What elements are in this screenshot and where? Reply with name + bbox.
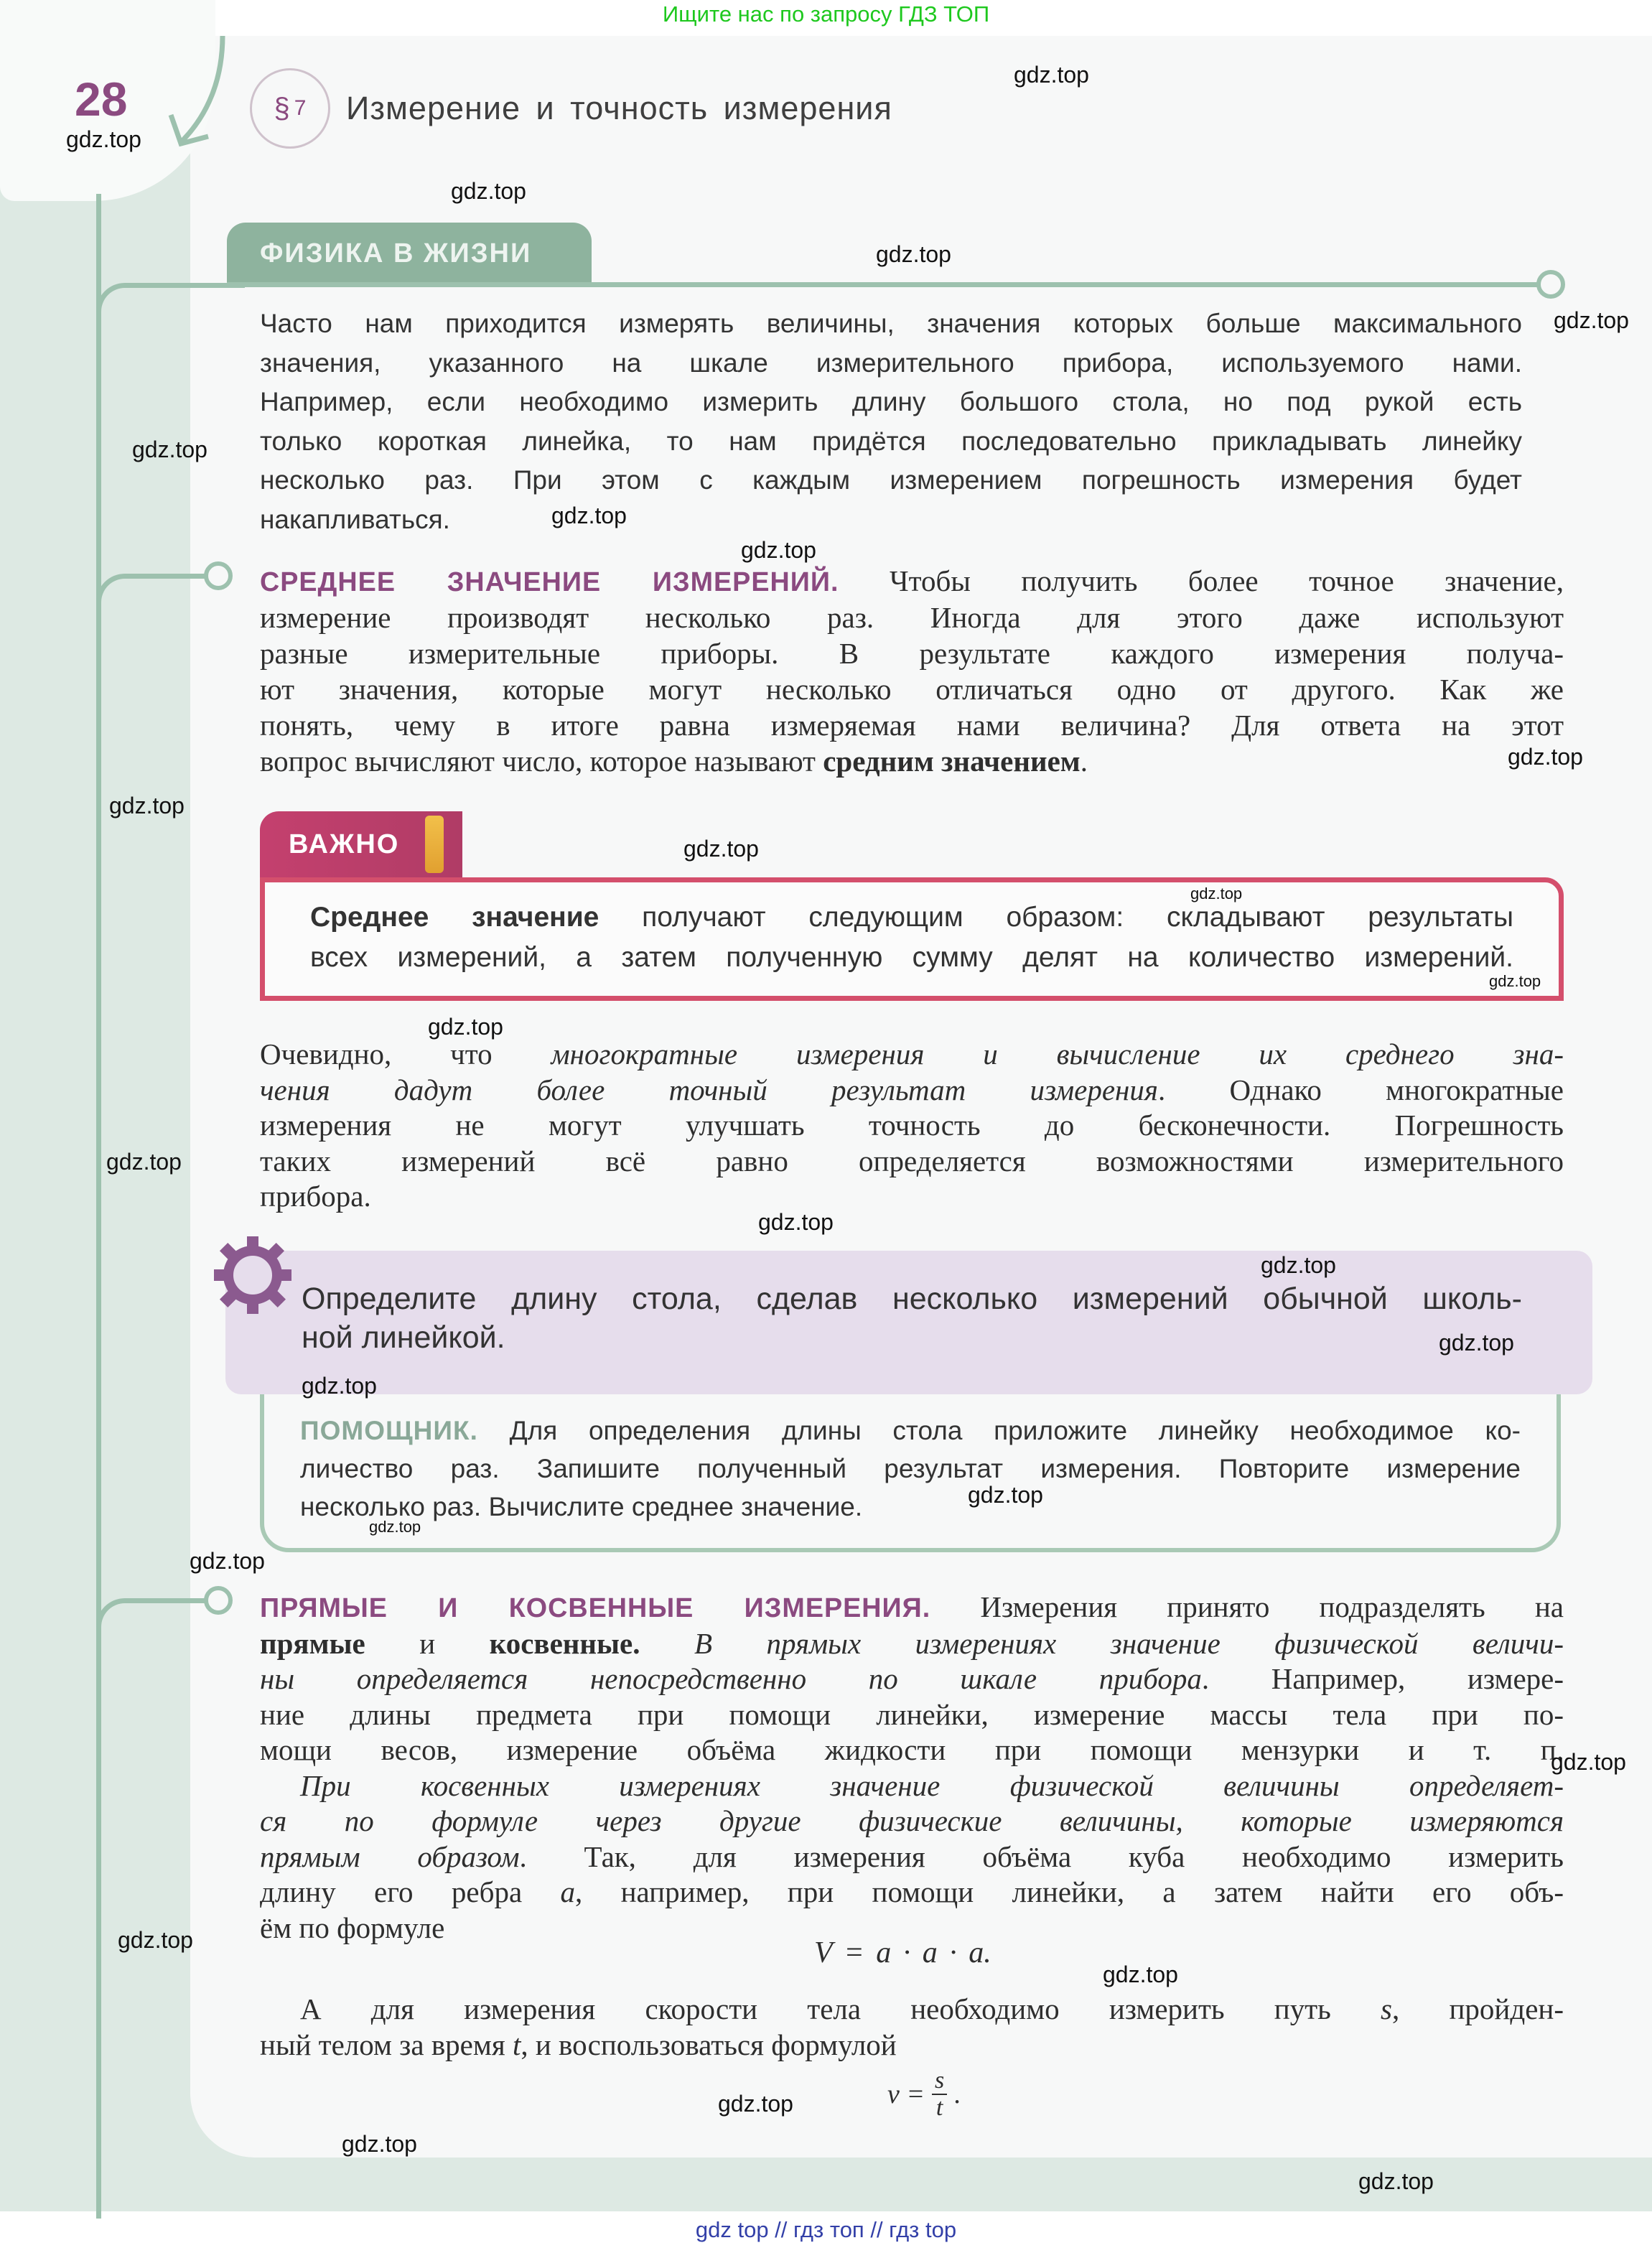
- watermark: gdz.top: [1551, 1749, 1626, 1775]
- text-segment: измерение производят несколько раз. Иногда для этого даже используют: [260, 601, 1564, 634]
- text-line: [260, 1992, 1564, 2028]
- watermark: gdz.top: [718, 2091, 793, 2117]
- watermark: gdz.top: [451, 178, 526, 204]
- text-segment: Чтобы получить более точное значение,: [839, 564, 1564, 597]
- text-segment: вопрос вычисляют число, которое называют: [260, 745, 823, 778]
- text-segment: значения, указанного на шкале измерительного прибора, используемого нами.: [260, 347, 1522, 378]
- text-line: [260, 1590, 1564, 1626]
- gear-icon: [210, 1232, 296, 1318]
- text-segment: .: [1080, 745, 1088, 778]
- watermark: gdz.top: [1489, 972, 1541, 990]
- formula-lhs: v =: [887, 2079, 925, 2109]
- text-segment: ют значения, которые могут несколько отличаться одно от другого. Как же: [260, 673, 1564, 706]
- text-line: [260, 743, 1564, 779]
- text-segment: многократные измерения и вычисление их среднего зна-: [551, 1037, 1564, 1070]
- text-segment: Часто нам приходится измерять величины, значения которых больше максимального: [260, 309, 1522, 338]
- watermark: gdz.top: [1508, 744, 1583, 770]
- text-line: [260, 500, 1522, 540]
- watermark: gdz.top: [876, 241, 951, 267]
- watermark: gdz.top: [551, 503, 627, 528]
- section-symbol: §: [274, 92, 290, 124]
- text-line: [260, 1661, 1564, 1697]
- text-line: [310, 897, 1513, 938]
- timeline-branch: [96, 574, 209, 622]
- text-line: [260, 1179, 1564, 1215]
- watermark: gdz.top: [1358, 2168, 1434, 2194]
- text-line: [260, 1839, 1564, 1875]
- direct-indirect-paragraph: [260, 1590, 1564, 1946]
- text-segment: , и воспользоваться формулой: [521, 2028, 897, 2061]
- text-segment: разные измерительные приборы. В результате каждого измерения получа-: [260, 637, 1564, 670]
- watermark: gdz.top: [1190, 885, 1243, 902]
- text-segment: всех измерений, а затем полученную сумму делят на количество измерений.: [310, 942, 1513, 973]
- text-segment: Среднее значение: [310, 902, 599, 933]
- text-segment: средним значением: [823, 745, 1081, 778]
- watermark: gdz.top: [190, 1548, 265, 1574]
- watermark: gdz.top: [1439, 1330, 1514, 1356]
- speed-formula: [887, 2068, 961, 2121]
- watermark: gdz.top: [1261, 1252, 1336, 1278]
- text-line: [260, 1804, 1564, 1839]
- text-segment: Например, если необходимо измерить длину большого стола, но под рукой есть: [260, 387, 1522, 416]
- text-segment: накапливаться.: [260, 504, 450, 534]
- text-line: [260, 1144, 1564, 1180]
- text-line: [260, 1768, 1564, 1804]
- physics-in-life-tab: ФИЗИКА В ЖИЗНИ: [227, 223, 592, 284]
- text-line: [260, 671, 1564, 707]
- section-divider: [227, 282, 1541, 287]
- text-line: [260, 422, 1522, 462]
- fraction: [932, 2068, 947, 2121]
- text-segment: , например, при помощи линейки, а затем найти его объ-: [574, 1875, 1564, 1908]
- text-segment: ём по формуле: [260, 1911, 445, 1944]
- text-segment: понять, чему в итоге равна измеряемая нами величина? Для ответа на этот: [260, 709, 1564, 742]
- text-segment: прибора.: [260, 1180, 371, 1213]
- text-segment: только короткая линейка, то нам придётся последовательно прикладывать линейку: [260, 426, 1522, 456]
- text-segment: a: [560, 1875, 575, 1908]
- text-segment: ся по формуле через другие физические величины, которые измеряются: [260, 1804, 1564, 1837]
- section-number: 7: [294, 96, 307, 120]
- text-segment: ный телом за время: [260, 2028, 513, 2061]
- text-line: [260, 707, 1564, 743]
- watermark: gdz.top: [66, 126, 141, 152]
- text-segment: несколько раз. Вычислите среднее значение.: [300, 1492, 863, 1521]
- text-segment: прямым образом: [260, 1839, 520, 1873]
- fraction-numerator: s: [932, 2068, 947, 2095]
- text-line: [300, 1412, 1521, 1450]
- footer-text: gdz top // гдз топ // гдз top: [695, 2217, 957, 2242]
- section-heading: ПОМОЩНИК.: [300, 1416, 478, 1445]
- text-segment: несколько раз. При этом с каждым измерением погрешность измерения будет: [260, 465, 1522, 495]
- text-line: [302, 1318, 1522, 1357]
- text-segment: прямые: [260, 1626, 365, 1660]
- text-line: [260, 304, 1522, 344]
- watermark: gdz.top: [968, 1482, 1043, 1508]
- watermark: gdz.top: [758, 1209, 834, 1235]
- watermark: gdz.top: [1103, 1962, 1178, 1987]
- text-segment: Измерения принято подразделять на: [930, 1590, 1564, 1623]
- page-number: 28: [75, 73, 128, 126]
- section-heading: ПРЯМЫЕ И КОСВЕННЫЕ ИЗМЕРЕНИЯ.: [260, 1592, 931, 1623]
- timeline-node: [204, 561, 233, 590]
- watermark: gdz.top: [106, 1149, 182, 1175]
- important-text: [310, 897, 1513, 978]
- text-segment: чения дадут более точный результат измерения: [260, 1073, 1158, 1106]
- helper-text: [300, 1412, 1521, 1526]
- text-segment: При косвенных измерениях значение физической величины определяет-: [300, 1768, 1564, 1802]
- timeline-branch: [96, 283, 245, 331]
- physics-in-life-paragraph: [260, 304, 1522, 539]
- top-promo-text: Ищите нас по запросу ГДЗ ТОП: [662, 1, 990, 27]
- text-segment: косвенные.: [489, 1626, 640, 1660]
- watermark: gdz.top: [683, 836, 759, 862]
- text-segment: s: [1381, 1992, 1393, 2025]
- multiple-measurements-paragraph: [260, 1037, 1564, 1215]
- timeline-branch: [96, 1598, 209, 1646]
- watermark: gdz.top: [132, 437, 207, 462]
- text-segment: ние длины предмета при помощи линейки, измерение массы тела при по-: [260, 1697, 1564, 1731]
- text-line: [260, 1697, 1564, 1733]
- text-segment: [640, 1627, 694, 1660]
- text-segment: Для определения длины стола приложите линейку необходимое ко-: [477, 1416, 1521, 1445]
- text-segment: длину его ребра: [260, 1875, 561, 1908]
- fraction-denominator: t: [935, 2094, 943, 2121]
- text-line: [260, 383, 1522, 422]
- text-line: [260, 344, 1522, 383]
- text-segment: и: [365, 1626, 490, 1660]
- section-heading: СРЕДНЕЕ ЗНАЧЕНИЕ ИЗМЕРЕНИЙ.: [260, 566, 839, 597]
- text-segment: , пройден-: [1392, 1992, 1564, 2025]
- text-line: [260, 1037, 1564, 1073]
- text-segment: измерения не могут улучшать точность до бесконечности. Погрешность: [260, 1109, 1564, 1142]
- text-segment: Определите длину стола, сделав несколько измерений обычной школь-: [302, 1282, 1522, 1316]
- watermark: gdz.top: [118, 1927, 193, 1953]
- page-title: Измерение и точность измерения: [346, 90, 892, 126]
- text-line: [260, 1073, 1564, 1109]
- average-value-paragraph: [260, 563, 1564, 779]
- watermark: gdz.top: [428, 1014, 503, 1040]
- curved-arrow-icon: [165, 36, 251, 151]
- text-segment: Очевидно, что: [260, 1037, 551, 1070]
- watermark: gdz.top: [369, 1518, 421, 1536]
- cube-volume-formula: V = a · a · a.: [814, 1936, 991, 1969]
- text-segment: мощи весов, измерение объёма жидкости при помощи мензурки и т. п.: [260, 1733, 1564, 1766]
- watermark: gdz.top: [342, 2131, 417, 2157]
- text-segment: ны определяется непосредственно по шкале прибора: [260, 1662, 1202, 1695]
- text-line: [260, 600, 1564, 635]
- watermark: gdz.top: [1014, 62, 1089, 88]
- text-segment: . Однако многократные: [1157, 1073, 1564, 1106]
- timeline-node: [204, 1586, 233, 1615]
- section-badge: [250, 68, 330, 149]
- watermark: gdz.top: [741, 537, 816, 563]
- watermark: gdz.top: [109, 793, 185, 818]
- text-line: [260, 1626, 1564, 1662]
- text-line: [260, 1732, 1564, 1768]
- important-tab: ВАЖНО: [260, 811, 462, 877]
- text-segment: А для измерения скорости тела необходимо измерить путь: [300, 1992, 1381, 2025]
- text-line: [310, 938, 1513, 978]
- text-line: [260, 1875, 1564, 1911]
- speed-paragraph: [260, 1992, 1564, 2063]
- text-line: [300, 1488, 1521, 1526]
- text-segment: ной линейкой.: [302, 1320, 505, 1355]
- text-segment: получают следующим образом: складывают результаты: [599, 902, 1513, 933]
- text-segment: . Например, измере-: [1201, 1662, 1564, 1695]
- watermark: gdz.top: [302, 1373, 377, 1399]
- text-segment: В прямых измерениях значение физической величи-: [694, 1626, 1564, 1660]
- formula-end: .: [954, 2079, 961, 2109]
- timeline-node: [1536, 270, 1565, 299]
- timeline-vertical-line: [96, 194, 101, 2219]
- text-line: [260, 461, 1522, 500]
- text-line: [302, 1279, 1522, 1318]
- text-line: [260, 635, 1564, 671]
- text-line: [260, 563, 1564, 600]
- text-segment: t: [512, 2028, 521, 2061]
- text-segment: таких измерений всё равно определяется возможностями измерительного: [260, 1144, 1564, 1177]
- task-text: [302, 1279, 1522, 1357]
- text-line: [260, 1108, 1564, 1144]
- text-line: [300, 1450, 1521, 1488]
- text-segment: личество раз. Запишите полученный результат измерения. Повторите измерение: [300, 1454, 1521, 1483]
- text-segment: . Так, для измерения объёма куба необходимо измерить: [519, 1839, 1564, 1873]
- text-line: [260, 2028, 1564, 2063]
- exclamation-icon: [425, 816, 444, 873]
- watermark: gdz.top: [1554, 307, 1629, 333]
